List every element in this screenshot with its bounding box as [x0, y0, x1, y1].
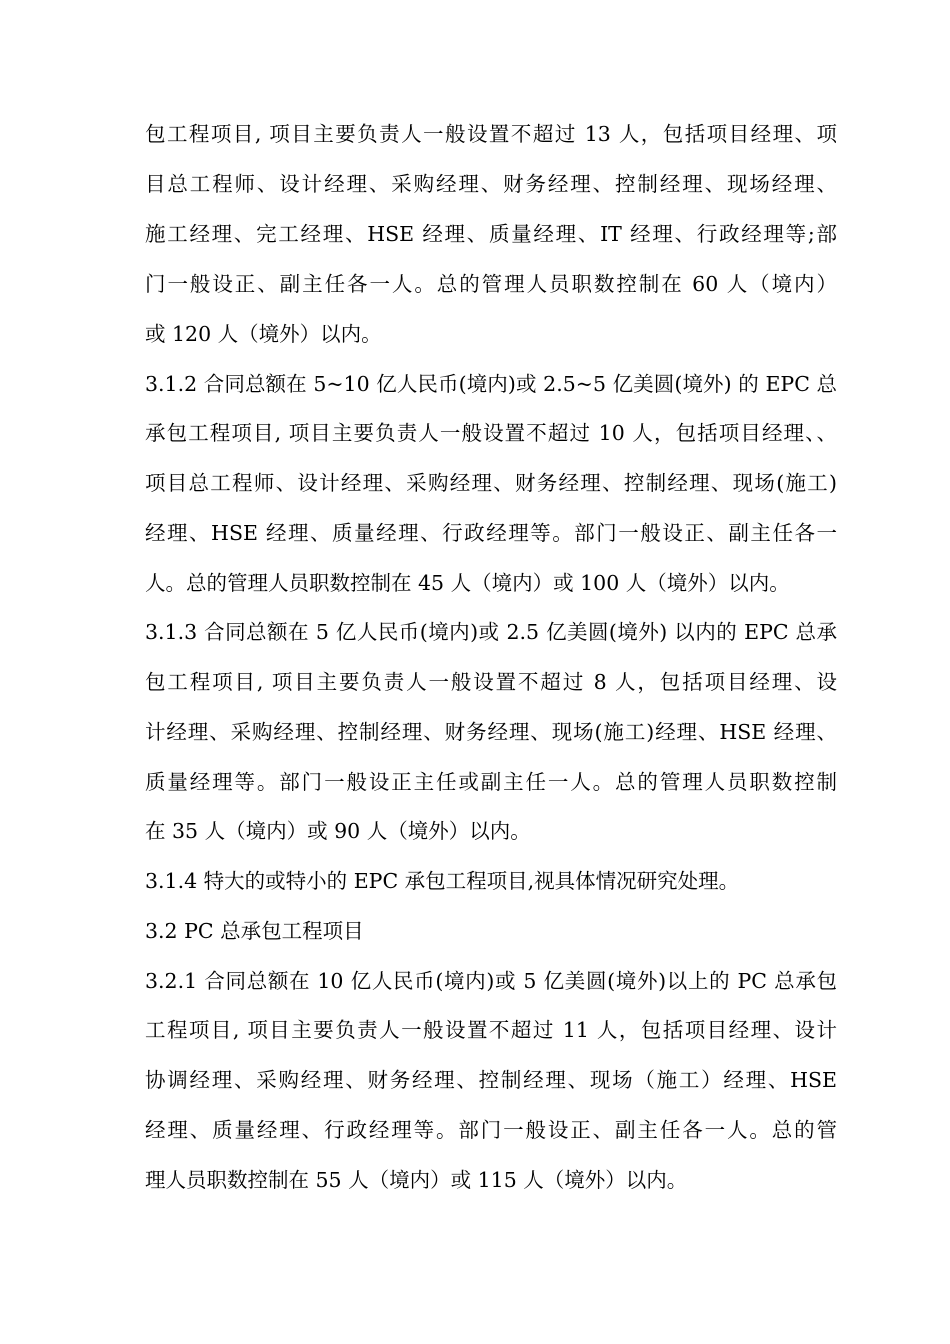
text-line: 门一般设正、副主任各一人。总的管理人员职数控制在 60 人（境内） — [145, 272, 837, 296]
text-line: 工程项目, 项目主要负责人一般设置不超过 11 人，包括项目经理、设计 — [145, 1018, 837, 1042]
text-line: 项目总工程师、设计经理、采购经理、财务经理、控制经理、现场(施工) — [145, 471, 837, 495]
text-line: 3.1.4 特大的或特小的 EPC 承包工程项目,视具体情况研究处理。 — [145, 869, 740, 893]
text-line: 3.1.2 合同总额在 5~10 亿人民币(境内)或 2.5~5 亿美圆(境外) 的 EPC 总 — [145, 372, 837, 396]
text-line: 施工经理、完工经理、HSE 经理、质量经理、IT 经理、行政经理等;部 — [145, 222, 837, 246]
text-line: 承包工程项目, 项目主要负责人一般设置不超过 10 人，包括项目经理、、 — [145, 421, 837, 445]
text-line: 质量经理等。部门一般设正主任或副主任一人。总的管理人员职数控制 — [145, 770, 837, 794]
text-line: 目总工程师、设计经理、采购经理、财务经理、控制经理、现场经理、 — [145, 172, 837, 196]
section-heading: 3.2 PC 总承包工程项目 — [145, 919, 364, 943]
text-line: 理人员职数控制在 55 人（境内）或 115 人（境外）以内。 — [145, 1168, 688, 1192]
text-line: 包工程项目, 项目主要负责人一般设置不超过 13 人，包括项目经理、项 — [145, 122, 837, 146]
text-line: 经理、质量经理、行政经理等。部门一般设正、副主任各一人。总的管 — [145, 1118, 837, 1142]
text-line: 3.2.1 合同总额在 10 亿人民币(境内)或 5 亿美圆(境外)以上的 PC 总承包 — [145, 969, 837, 993]
text-line: 计经理、采购经理、控制经理、财务经理、现场(施工)经理、HSE 经理、 — [145, 720, 837, 744]
text-line: 协调经理、采购经理、财务经理、控制经理、现场（施工）经理、HSE — [145, 1068, 837, 1092]
text-line: 人。总的管理人员职数控制在 45 人（境内）或 100 人（境外）以内。 — [145, 571, 790, 595]
text-line: 包工程项目, 项目主要负责人一般设置不超过 8 人，包括项目经理、设 — [145, 670, 837, 694]
text-line: 经理、HSE 经理、质量经理、行政经理等。部门一般设正、副主任各一 — [145, 521, 837, 545]
text-line: 或 120 人（境外）以内。 — [145, 322, 382, 346]
text-line: 在 35 人（境内）或 90 人（境外）以内。 — [145, 819, 531, 843]
text-line: 3.1.3 合同总额在 5 亿人民币(境内)或 2.5 亿美圆(境外) 以内的 EPC 总承 — [145, 620, 837, 644]
